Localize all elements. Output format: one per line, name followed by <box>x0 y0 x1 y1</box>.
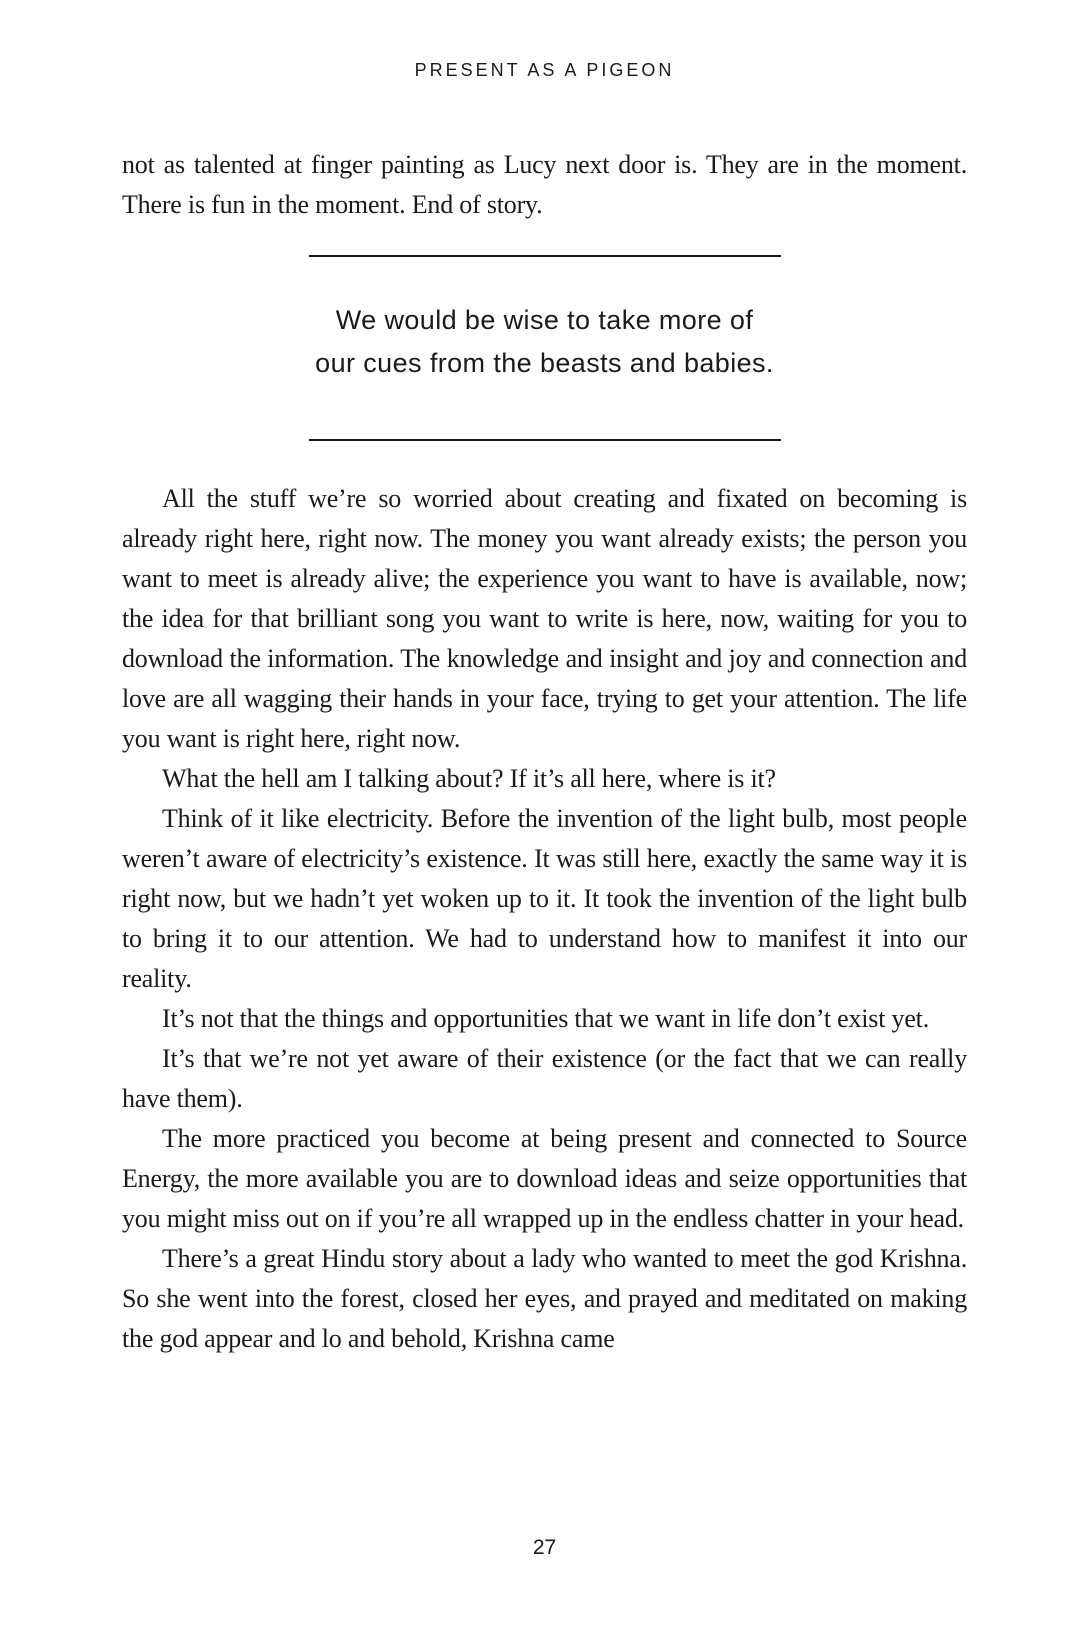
text-block <box>122 145 967 1359</box>
pullquote-section <box>122 255 967 441</box>
paragraph: It’s that we’re not yet aware of their existence (or the fact that we can really have them). <box>122 1044 967 1113</box>
pullquote-rule-top <box>309 255 781 257</box>
paragraph: What the hell am I talking about? If it’s all here, where is it? <box>162 764 776 793</box>
running-header: PRESENT AS A PIGEON <box>414 60 675 80</box>
paragraph: It’s not that the things and opportunities that we want in life don’t exist yet. <box>162 1004 930 1033</box>
continuation-paragraph: not as talented at finger painting as Lucy next door is. They are in the moment. There is fun in the moment. End of story. <box>122 150 967 219</box>
body-section <box>122 479 967 1359</box>
page-number: 27 <box>532 1536 557 1559</box>
pullquote-line-2: our cues from the beasts and babies. <box>315 348 774 378</box>
paragraph: The more practiced you become at being present and connected to Source Energy, the more available you are to download ideas and seize opportunities that you might miss out on if you’re all wrapped up in the endless chatter in your head. <box>122 1124 967 1233</box>
paragraph: All the stuff we’re so worried about creating and fixated on becoming is already right here, right now. The money you want already exists; the person you want to meet is already alive; the experience you want to have is available, now; the idea for that brilliant song you want to write is here, now, waiting for you to download the information. The knowledge and insight and joy and connection and love are all wagging their hands in your face, trying to get your attention. The life you want is right here, right now. <box>122 484 967 753</box>
paragraph: Think of it like electricity. Before the invention of the light bulb, most people weren’t aware of electricity’s existence. It was still here, exactly the same way it is right now, but we hadn’t yet woken up to it. It took the invention of the light bulb to bring it to our attention. We had to understand how to manifest it into our reality. <box>122 804 967 993</box>
pullquote-rule-bottom <box>309 439 781 441</box>
paragraph: There’s a great Hindu story about a lady who wanted to meet the god Krishna. So she went into the forest, closed her eyes, and prayed and meditated on making the god appear and lo and behold, Krishna came <box>122 1244 967 1353</box>
pullquote-line-1: We would be wise to take more of <box>335 305 754 335</box>
pull-quote <box>122 299 967 385</box>
